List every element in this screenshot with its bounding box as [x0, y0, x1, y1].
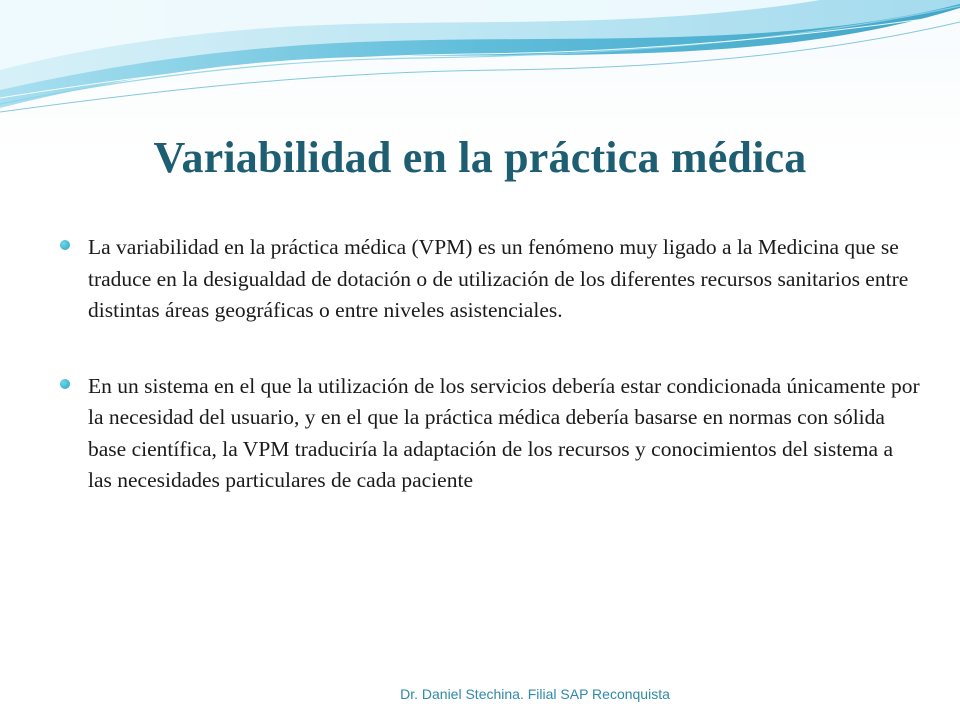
bullet-item [60, 232, 920, 327]
bullet-text: En un sistema en el que la utilización de los servicios debería estar condicionada únicamente por la necesidad del usuario, y en el que la práctica médica debería basarse en normas con sólida base científica, la VPM traduciría la adaptación de los recursos y conocimientos del sistema a las necesidades particulares de cada paciente [88, 373, 920, 492]
slide-footer: Dr. Daniel Stechina. Filial SAP Reconquista [400, 686, 670, 702]
bullet-list [60, 232, 920, 497]
slide-title: Variabilidad en la práctica médica [153, 133, 807, 182]
round-bullet-icon [60, 240, 70, 250]
header-wave-decoration [0, 0, 960, 120]
round-bullet-icon [60, 379, 70, 389]
bullet-item [60, 371, 920, 497]
bullet-text: La variabilidad en la práctica médica (VPM) es un fenómeno muy ligado a la Medicina que se traduce en la desigualdad de dotación o de utilización de los diferentes recursos sanitarios entre distintas áreas geográficas o entre niveles asistenciales. [88, 235, 909, 322]
